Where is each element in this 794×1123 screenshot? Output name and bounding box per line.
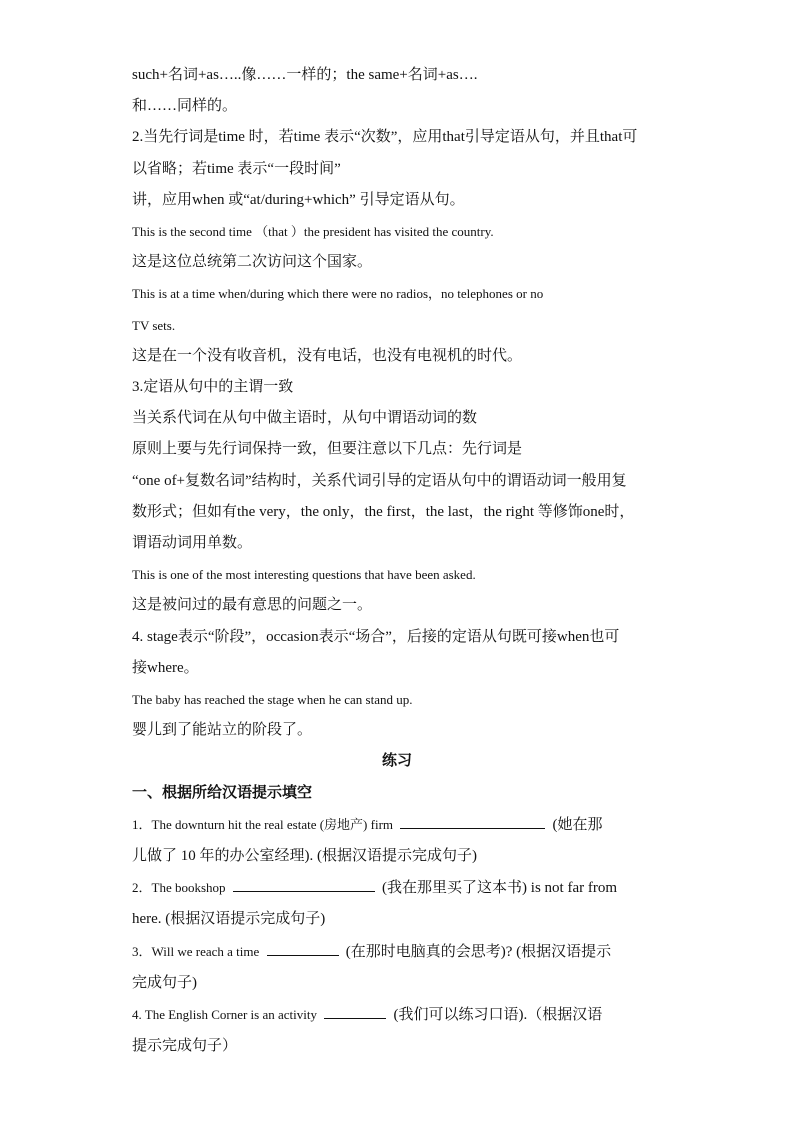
exercise-text: (她在那 [552,816,603,833]
example-sentence: This is the second time （that ）the president has visited the country. [132,224,494,240]
exercise-title: 练习 [381,753,412,770]
section-heading: 一、根据所给汉语提示填空 [132,784,313,801]
exercise-text: 4. The English Corner is an activity [132,1007,317,1023]
text-line: 以省略；若time 表示“一段时间” [132,160,341,177]
exercise-continuation: here. (根据汉语提示完成句子) [132,911,326,928]
exercise-item-4 [132,999,662,1031]
rule-heading: 4. stage表示“阶段”，occasion表示“场合”，后接的定语从句既可接when也可 [132,628,620,645]
document-page [132,60,662,1063]
answer-blank[interactable] [233,877,375,892]
text-line: 接where。 [132,659,199,676]
exercise-continuation: 提示完成句子） [132,1038,238,1055]
exercise-item-3 [132,936,662,968]
answer-blank[interactable] [400,814,545,829]
text-line: 和……同样的。 [132,98,238,115]
answer-blank[interactable] [324,1004,386,1019]
example-sentence: This is at a time when/during which there were no radios，no telephones or no [132,286,544,302]
exercise-continuation: 儿做了 10 年的办公室经理). (根据汉语提示完成句子) [132,848,477,865]
translation-line: 婴儿到了能站立的阶段了。 [132,722,313,739]
example-sentence: This is one of the most interesting questions that have been asked. [132,567,476,583]
rule-heading: 3.定语从句中的主谓一致 [132,379,294,396]
example-sentence: TV sets. [132,317,176,333]
exercise-continuation: 完成句子) [132,974,197,991]
exercise-item-2 [132,872,662,904]
answer-blank[interactable] [267,941,339,956]
exercise-item-1 [132,809,662,841]
exercise-text: (我在那里买了这本书) is not far from [382,880,618,897]
text-line: “one of+复数名词”结构时，关系代词引导的定语从句中的谓语动词一般用复 [132,472,627,489]
exercise-text: 3．Will we reach a time [132,943,260,959]
example-sentence: The baby has reached the stage when he can stand up. [132,692,413,708]
text-line: 讲，应用when 或“at/during+which” 引导定语从句。 [132,191,465,208]
text-line: 2.当先行词是time 时，若time 表示“次数”，应用that引导定语从句，并且that可 [132,129,638,146]
text-line: 当关系代词在从句中做主语时，从句中谓语动词的数 [132,410,478,427]
translation-line: 这是在一个没有收音机，没有电话，也没有电视机的时代。 [132,347,523,364]
exercise-text: (在那时电脑真的会思考)? (根据汉语提示 [345,943,612,960]
exercise-text: 2．The bookshop [132,880,226,896]
text-line: such+名词+as…..像……一样的；the same+名词+as…. [132,67,478,83]
exercise-text: 1．The downturn hit the real estate (房地产) firm [132,816,394,832]
text-line: 谓语动词用单数。 [132,535,253,552]
translation-line: 这是被问过的最有意思的问题之一。 [132,597,373,614]
exercise-text: (我们可以练习口语).（根据汉语 [393,1007,603,1024]
text-line: 数形式；但如有the very，the only，the first，the last，the right 等修饰one时， [132,503,635,520]
text-line: 原则上要与先行词保持一致，但要注意以下几点：先行词是 [132,441,523,458]
translation-line: 这是这位总统第二次访问这个国家。 [132,254,373,271]
